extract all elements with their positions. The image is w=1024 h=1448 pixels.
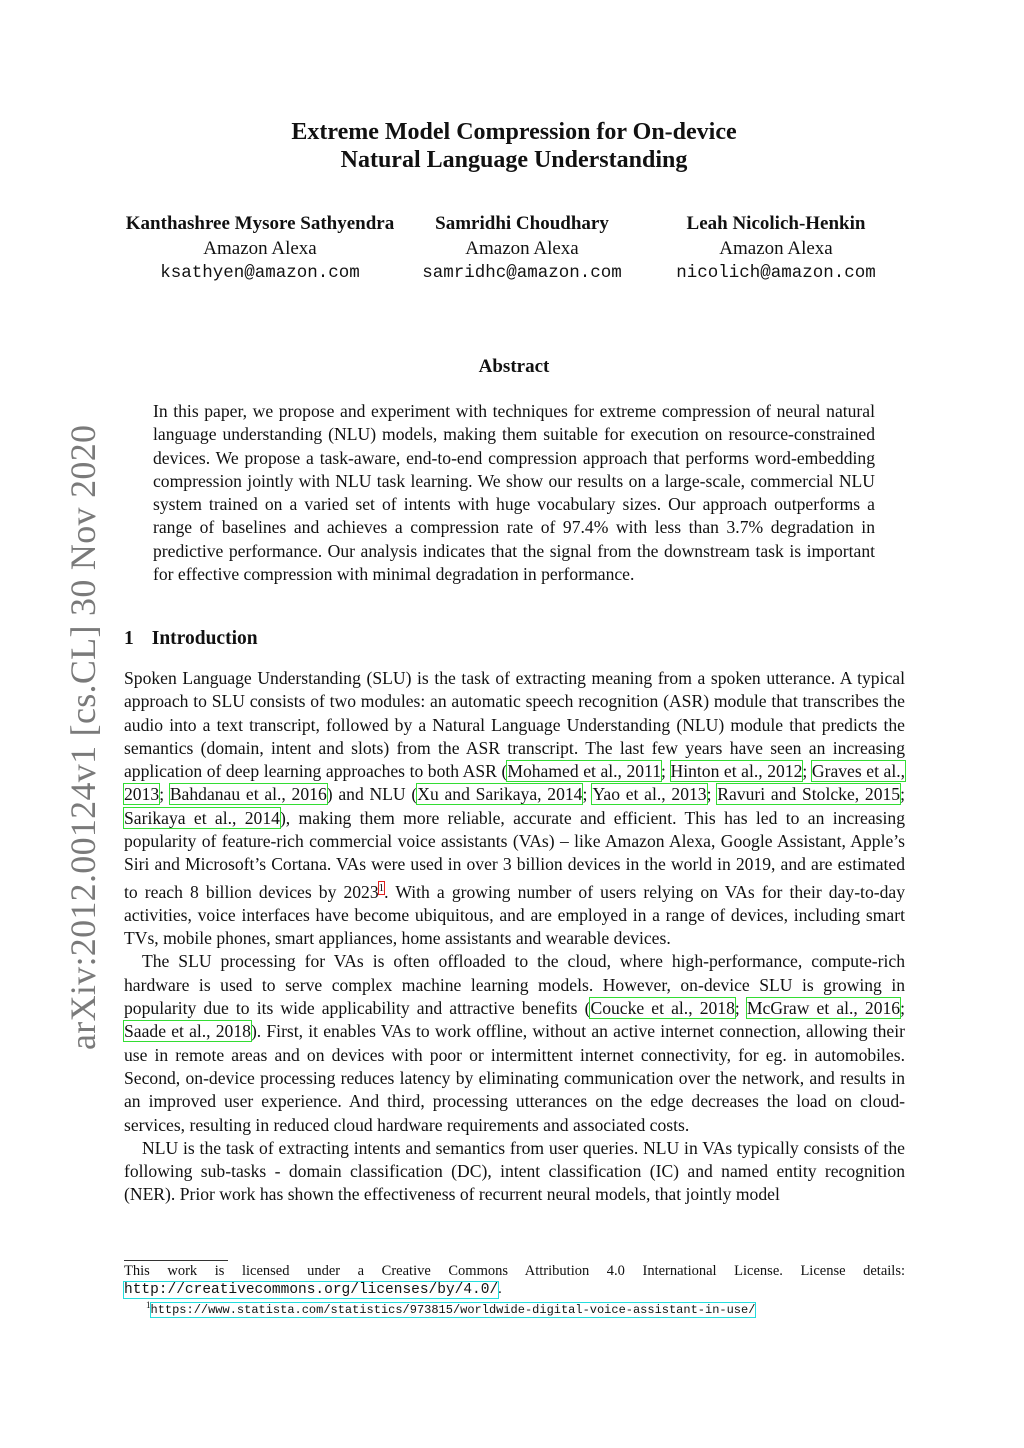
author-affiliation: Amazon Alexa bbox=[465, 238, 579, 259]
text-run: ), making them more reliable, accurate and efficient. This has led to an increasing popularity of feature-rich commercial voice assistants (VAs) – like Amazon Alexa, Google Assistant, Apple’s Siri and Microsoft’s Cortana. VAs were used in over 3 billion devices in the world in 2019, and are estimated to reach 8 billion devices by 2023 bbox=[124, 807, 905, 902]
arxiv-stamp: arXiv:2012.00124v1 [cs.CL] 30 Nov 2020 bbox=[63, 424, 103, 1050]
author-1 bbox=[108, 211, 412, 286]
author-email: samridhc@amazon.com bbox=[422, 263, 622, 283]
citation-link[interactable]: Coucke et al., 2018 bbox=[590, 998, 735, 1019]
section-number: 1 bbox=[124, 628, 134, 649]
paper-title bbox=[0, 118, 1024, 174]
author-affiliation: Amazon Alexa bbox=[719, 238, 833, 259]
paragraph bbox=[124, 667, 905, 950]
footnote-mark: 1 bbox=[146, 1300, 151, 1310]
paragraph bbox=[124, 950, 905, 1136]
citation-link[interactable]: Xu and Sarikaya, 2014 bbox=[417, 784, 583, 805]
author-email: ksathyen@amazon.com bbox=[160, 263, 360, 283]
citation-link[interactable]: Saade et al., 2018 bbox=[124, 1021, 251, 1042]
license-footnote: This work is licensed under a Creative Commons Attribution 4.0 International License. License details: http://creativecommons.org/licenses/by/4.0/. bbox=[124, 1263, 905, 1298]
citation-link[interactable]: Hinton et al., 2012 bbox=[670, 761, 803, 782]
footnote-link[interactable]: https://www.statista.com/statistics/973815/worldwide-digital-voice-assistant-in-use/ bbox=[150, 1303, 756, 1317]
text-run: ; bbox=[159, 784, 170, 805]
section-heading bbox=[124, 628, 258, 650]
text-run: ; bbox=[734, 998, 747, 1019]
author-email: nicolich@amazon.com bbox=[676, 263, 876, 283]
text-run: ) and NLU ( bbox=[326, 784, 418, 805]
text-run: ). First, it enables VAs to work offline, without an active internet connection, allowing their use in remote areas and on devices with poor or intermittent internet connectivity, for eg. in automobiles. Second, on-device processing reduces latency by eliminating communication over the network, and results in an improved user experience. And third, processing utterances on the edge decreases the load on cloud-services, resulting in reduced cloud hardware requirements and associated costs. bbox=[124, 1021, 905, 1135]
abstract-text: In this paper, we propose and experiment with techniques for extreme compression of neural natural language understanding (NLU) models, making them suitable for execution on resource-constrained devices. We propose a task-aware, end-to-end compression approach that performs word-embedding compression jointly with NLU task learning. We show our results on a large-scale, commercial NLU system trained on a varied set of intents with huge vocabulary sizes. Our approach outperforms a range of baselines and achieves a compression rate of 97.4% with less than 3.7% degradation in predictive performance. Our analysis indicates that the signal from the downstream task is important for effective compression with minimal degradation in performance. bbox=[153, 401, 875, 585]
author-list bbox=[108, 211, 908, 286]
citation-link[interactable]: Sarikaya et al., 2014 bbox=[124, 807, 280, 828]
author-name: Samridhi Choudhary bbox=[435, 213, 609, 234]
abstract-heading: Abstract bbox=[478, 356, 550, 377]
author-2 bbox=[420, 211, 624, 286]
author-name: Kanthashree Mysore Sathyendra bbox=[125, 213, 395, 234]
text-run: NLU is the task of extracting intents and semantics from user queries. NLU in VAs typically consists of the following sub-tasks - domain classification (DC), intent classification (IC) and named entity recognition (NER). Prior work has shown the effectiveness of recurrent neural models, that jointly model bbox=[124, 1137, 905, 1205]
text-run: ; bbox=[661, 761, 671, 782]
footnote-rule bbox=[124, 1260, 228, 1261]
text-run: ; bbox=[582, 784, 593, 805]
introduction-body bbox=[124, 667, 905, 1207]
footnote-ref-link[interactable]: 1 bbox=[378, 881, 385, 894]
text-run: ; bbox=[900, 998, 905, 1019]
citation-link[interactable]: Mohamed et al., 2011 bbox=[507, 761, 662, 782]
citation-link[interactable]: Bahdanau et al., 2016 bbox=[169, 784, 327, 805]
footnote-1 bbox=[146, 1300, 755, 1317]
title-line-2: Natural Language Understanding bbox=[340, 147, 688, 173]
citation-link[interactable]: Graves et al., 2013 bbox=[124, 761, 905, 805]
author-3 bbox=[646, 211, 906, 286]
text-run: The SLU processing for VAs is often offloaded to the cloud, where high-performance, compute-rich hardware is used to serve complex machine learning models. However, on-device SLU is growing in popularity due to its wide applicability and attractive benefits ( bbox=[124, 951, 905, 1019]
paragraph bbox=[124, 1137, 905, 1207]
citation-link[interactable]: Ravuri and Stolcke, 2015 bbox=[717, 784, 901, 805]
license-text: This work is licensed under a Creative Commons Attribution 4.0 International License. License details: bbox=[124, 1263, 905, 1279]
section-title: Introduction bbox=[151, 628, 258, 649]
citation-link[interactable]: McGraw et al., 2016 bbox=[746, 998, 901, 1019]
text-run: ; bbox=[802, 761, 812, 782]
citation-link[interactable]: Yao et al., 2013 bbox=[592, 784, 707, 805]
text-run: ; bbox=[706, 784, 718, 805]
title-line-1: Extreme Model Compression for On-device bbox=[291, 119, 737, 145]
license-link[interactable]: http://creativecommons.org/licenses/by/4.0/ bbox=[124, 1282, 499, 1298]
text-run: Spoken Language Understanding (SLU) is the task of extracting meaning from a spoken utterance. A typical approach to SLU consists of two modules: an automatic speech recognition (ASR) module that transcribes the audio into a text transcript, followed by a Natural Language Understanding (NLU) module that predicts the semantics (domain, intent and slots) from the ASR transcript. The last few years have seen an increasing application of deep learning approaches to both ASR ( bbox=[124, 668, 905, 782]
text-run: . With a growing number of users relying on VAs for their day-to-day activities, voice interfaces have become ubiquitous, and are employed in a range of devices, including smart TVs, mobile phones, smart appliances, home assistants and wearable devices. bbox=[124, 881, 905, 949]
text-run: ; bbox=[900, 784, 905, 805]
author-name: Leah Nicolich-Henkin bbox=[686, 213, 866, 234]
author-affiliation: Amazon Alexa bbox=[203, 238, 317, 259]
